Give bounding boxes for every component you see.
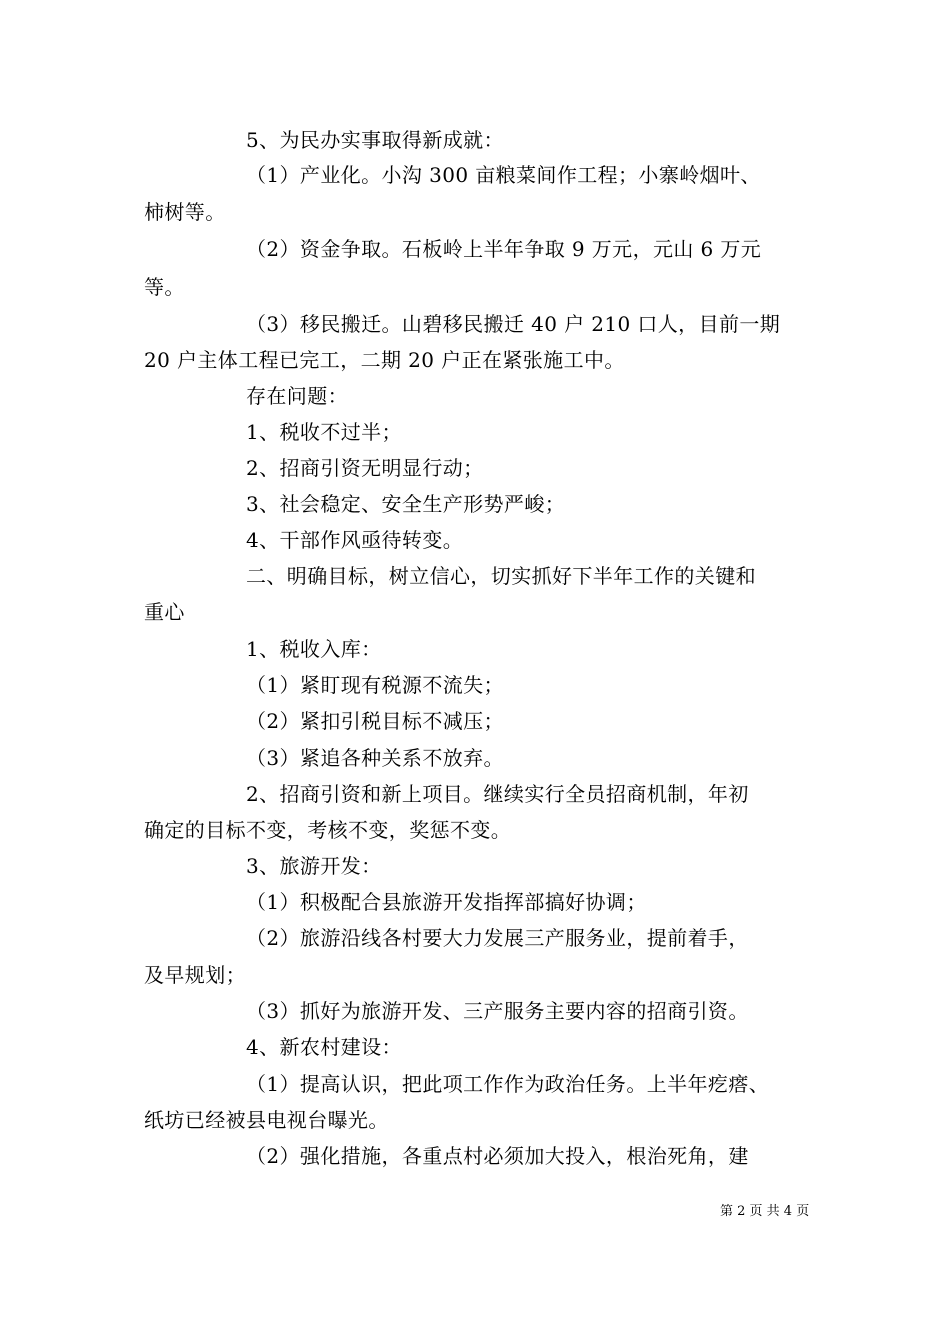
page-number-footer: 第 2 页 共 4 页 — [720, 1204, 810, 1219]
text-line: （1）产业化。小沟 300 亩粮菜间作工程；小寨岭烟叶、 — [246, 163, 761, 187]
text-line: （2）紧扣引税目标不减压； — [246, 709, 504, 733]
text-line: 3、社会稳定、安全生产形势严峻； — [246, 492, 566, 516]
text-line: 2、招商引资无明显行动； — [246, 456, 484, 480]
text-line: （3）移民搬迁。山碧移民搬迁 40 户 210 口人，目前一期 — [246, 312, 781, 336]
text-line: 存在问题： — [246, 384, 348, 408]
text-line: 4、干部作风亟待转变。 — [246, 528, 464, 552]
text-line: 20 户主体工程已完工，二期 20 户正在紧张施工中。 — [144, 348, 625, 372]
text-line: （2）强化措施，各重点村必须加大投入，根治死角，建 — [246, 1144, 749, 1168]
text-line: 1、税收不过半； — [246, 420, 402, 444]
text-line: 1、税收入库： — [246, 637, 382, 661]
text-line: （1）紧盯现有税源不流失； — [246, 673, 504, 697]
text-line: 及早规划； — [144, 963, 246, 987]
text-line: 5、为民办实事取得新成就： — [246, 128, 504, 152]
text-line: （1）提高认识，把此项工作作为政治任务。上半年疙瘩、 — [246, 1072, 770, 1096]
text-line: 确定的目标不变，考核不变，奖惩不变。 — [144, 818, 512, 842]
text-line: （2）旅游沿线各村要大力发展三产服务业，提前着手， — [246, 926, 749, 950]
text-line: 2、招商引资和新上项目。继续实行全员招商机制，年初 — [246, 782, 749, 806]
text-line: （2）资金争取。石板岭上半年争取 9 万元，元山 6 万元 — [246, 237, 762, 261]
text-line: （3）抓好为旅游开发、三产服务主要内容的招商引资。 — [246, 999, 749, 1023]
text-line: 纸坊已经被县电视台曝光。 — [144, 1108, 389, 1132]
text-line: （1）积极配合县旅游开发指挥部搞好协调； — [246, 890, 647, 914]
text-line: 二、明确目标，树立信心，切实抓好下半年工作的关键和 — [246, 564, 756, 588]
text-line: 等。 — [144, 275, 185, 299]
text-line: 重心 — [144, 600, 185, 624]
text-line: 4、新农村建设： — [246, 1035, 402, 1059]
text-line: （3）紧追各种关系不放弃。 — [246, 746, 504, 770]
text-line: 3、旅游开发： — [246, 854, 382, 878]
text-line: 柿树等。 — [144, 200, 226, 224]
